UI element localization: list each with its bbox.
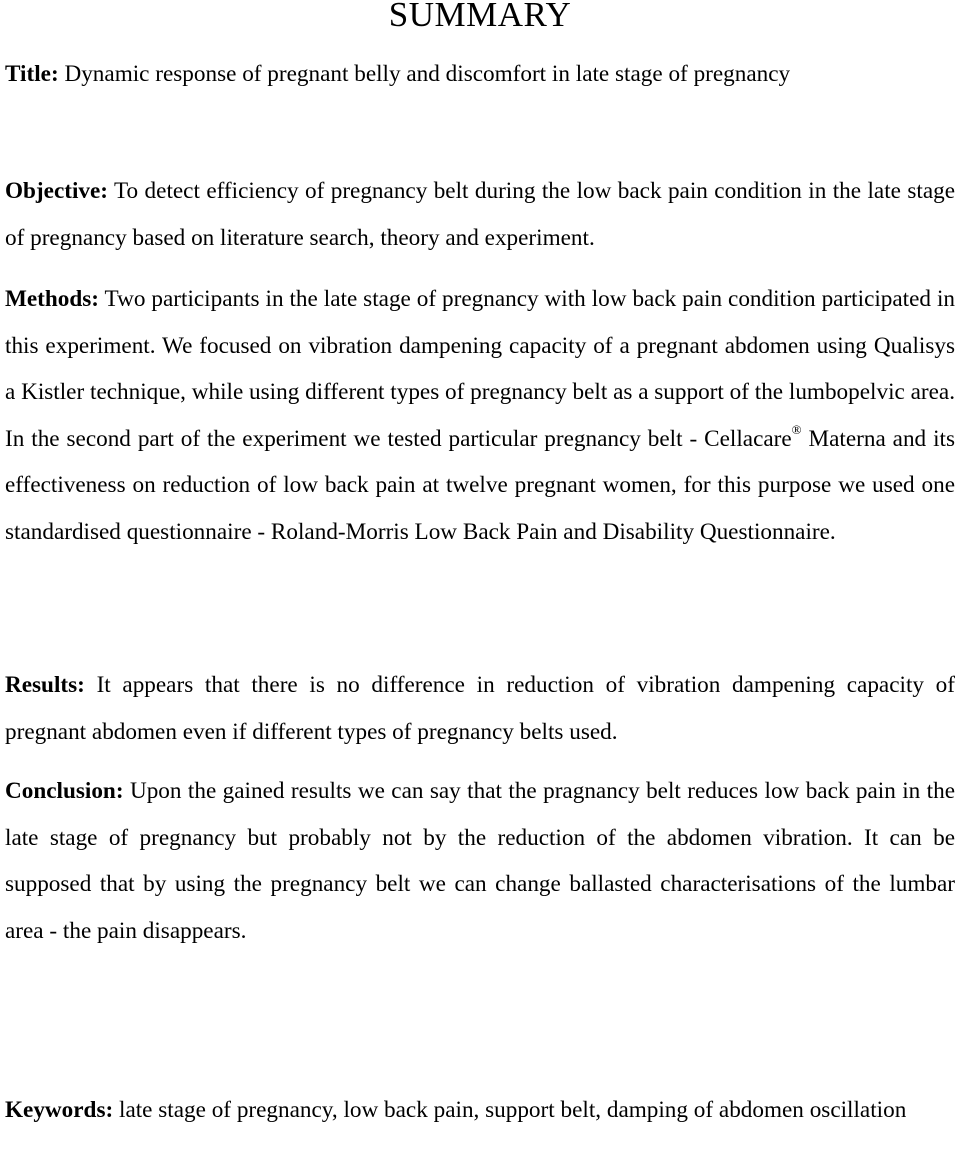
methods-text-before: Two participants in the late stage of pregnancy with low back pain condition participated in this experiment. We focused on vibration dampening capacity of a pregnant abdomen using Qualisys a Kistler technique, while using different types of pregnancy belt as a support of the lumbopelvic area. In the second part of the experiment we tested particular pregnancy belt - Cellacare [5, 286, 955, 452]
summary-heading: SUMMARY [388, 0, 572, 34]
objective-paragraph [5, 168, 955, 261]
keywords-paragraph [5, 1087, 955, 1134]
title-paragraph [5, 51, 955, 98]
title-text: Dynamic response of pregnant belly and discomfort in late stage of pregnancy [58, 61, 791, 87]
methods-paragraph [5, 276, 955, 556]
registered-trademark-mark: ® [791, 422, 802, 438]
conclusion-text: Upon the gained results we can say that the pragnancy belt reduces low back pain in the late stage of pregnancy but probably not by the reduction of the abdomen vibration. It can be supposed that by using the pregnancy belt we can change ballasted characterisations of the lumbar area - the pain disappears. [5, 778, 955, 944]
keywords-label: Keywords: [5, 1097, 114, 1123]
methods-label: Methods: [5, 286, 100, 312]
objective-text: To detect efficiency of pregnancy belt during the low back pain condition in the late stage of pregnancy based on literature search, theory and experiment. [5, 178, 955, 251]
methods-text-after: Materna and its effectiveness on reduction of low back pain at twelve pregnant women, for this purpose we used one standardised questionnaire - Roland-Morris Low Back Pain and Disability Questionnaire. [5, 425, 955, 545]
results-paragraph [5, 662, 955, 755]
objective-label: Objective: [5, 178, 109, 204]
results-label: Results: [5, 672, 85, 698]
conclusion-paragraph [5, 768, 955, 954]
conclusion-label: Conclusion: [5, 778, 124, 804]
results-text: It appears that there is no difference in reduction of vibration dampening capacity of pregnant abdomen even if different types of pregnancy belts used. [5, 672, 955, 745]
keywords-text: late stage of pregnancy, low back pain, support belt, damping of abdomen oscillation [113, 1097, 907, 1123]
title-label: Title: [5, 61, 59, 87]
